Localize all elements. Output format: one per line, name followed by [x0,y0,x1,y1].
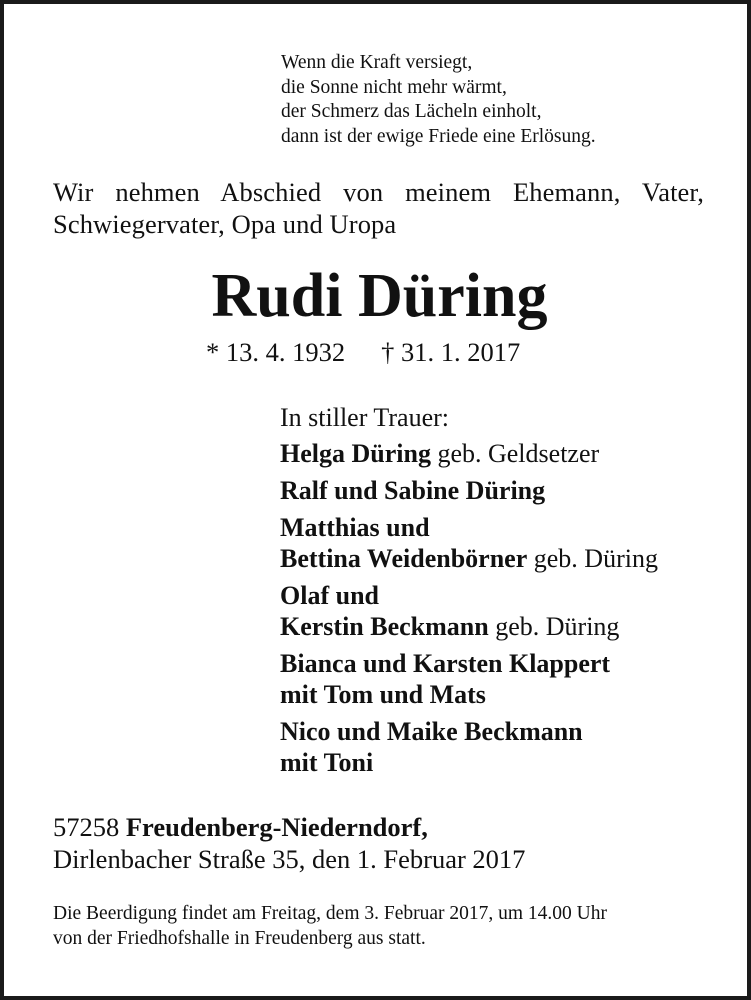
mourner-name: mit Tom und Mats [280,680,486,709]
death-date: † 31. 1. 2017 [381,337,521,367]
mourner-entries [280,438,658,778]
mourner-name: Helga Düring [280,439,431,468]
birth-date: * 13. 4. 1932 [206,337,346,367]
mourner-line [280,747,658,778]
mourner-name: Bianca und Karsten Klappert [280,649,611,678]
notice-line: Die Beerdigung findet am Freitag, dem 3. Februar 2017, um 14.00 Uhr [53,903,608,924]
mourner-name: Olaf und [280,581,379,610]
poem-line: dann ist der ewige Friede eine Erlösung. [281,125,596,147]
funeral-notice [53,901,607,951]
town-name: Freudenberg-Niederndorf, [125,812,428,842]
mourners-heading: In stiller Trauer: [280,403,449,432]
mourner-entry [280,580,658,642]
mourner-entry [280,438,658,469]
address-line [53,811,525,843]
mourner-line [280,716,658,747]
mourner-entry [280,716,658,778]
maiden-name-note: geb. Düring [488,612,620,641]
poem-line: Wenn die Kraft versiegt, [281,52,473,73]
mourner-line [280,438,658,469]
mourner-line [280,543,658,574]
mourner-line [280,475,658,506]
intro-line: Schwiegervater, Opa und Uropa [53,209,397,239]
deceased-name: Rudi Düring [211,262,548,330]
mourner-name: Ralf und Sabine Düring [280,476,546,505]
mourner-name: Matthias und [280,513,430,542]
mourner-entry [280,512,658,574]
maiden-name-note: geb. Düring [527,544,658,573]
poem [281,51,596,149]
farewell-intro [53,176,704,240]
notice-line: von der Friedhofshalle in Freudenberg aus statt. [53,928,426,949]
mourner-line [280,512,658,543]
life-dates [206,336,520,368]
maiden-name-note: geb. Geldsetzer [430,439,600,468]
mourner-name: Bettina Weidenbörner [280,544,528,573]
mourner-name: mit Toni [280,748,374,777]
street-and-date: Dirlenbacher Straße 35, den 1. Februar 2017 [53,844,526,874]
mourner-line [280,648,658,679]
mourner-name: Kerstin Beckmann [280,612,489,641]
mourner-line [280,611,658,642]
postal-code: 57258 [53,812,120,842]
mourner-entry [280,475,658,506]
intro-line: Wir nehmen Abschied von meinem Ehemann, Vater, [53,177,704,207]
mourners-list [280,402,658,784]
poem-line: der Schmerz das Lächeln einholt, [281,101,542,122]
mourner-line [280,679,658,710]
poem-line: die Sonne nicht mehr wärmt, [281,76,507,98]
family-address [53,811,525,875]
mourner-entry [280,648,658,710]
mourner-line [280,580,658,611]
mourner-name: Nico und Maike Beckmann [280,717,583,746]
